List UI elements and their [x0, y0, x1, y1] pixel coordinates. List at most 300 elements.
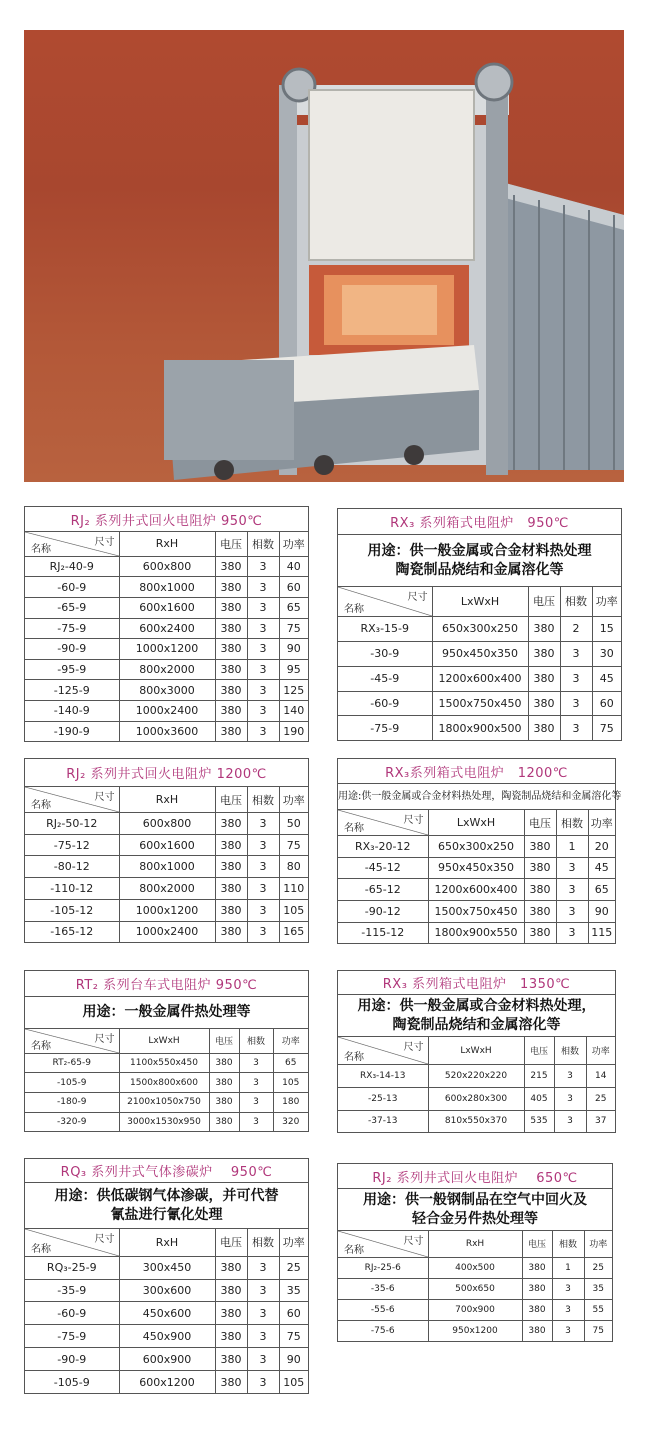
model-cell: RJ₂-40-9 — [25, 556, 119, 577]
power-cell: 90 — [279, 639, 308, 660]
power-cell: 35 — [279, 1279, 308, 1302]
spec-table-rx3-1350 — [337, 970, 616, 1133]
dimension-cell: 3000x1530x950 — [119, 1112, 209, 1131]
header-name-label: 名称 — [344, 1244, 364, 1256]
model-cell: -75-9 — [338, 716, 432, 740]
dimension-cell: 300x600 — [119, 1279, 215, 1302]
voltage-cell: 380 — [522, 1278, 552, 1299]
table-row — [25, 921, 308, 942]
table-row — [25, 834, 308, 856]
table-row — [25, 1073, 308, 1093]
header-name-label: 名称 — [31, 800, 51, 812]
model-cell: -80-12 — [25, 856, 119, 878]
table-row — [25, 813, 308, 835]
header-size-label: 尺寸 — [94, 1034, 115, 1045]
model-cell: RJ₂-50-12 — [25, 813, 119, 835]
phases-cell: 3 — [247, 899, 279, 921]
dimension-cell: 450x600 — [119, 1302, 215, 1325]
header-size-label: 尺寸 — [403, 815, 424, 826]
dimension-cell: 650x300x250 — [428, 836, 524, 858]
table-row — [25, 1093, 308, 1113]
header-size-label: 尺寸 — [403, 1042, 424, 1053]
dimension-cell: 600x1600 — [119, 834, 215, 856]
model-cell: RQ₃-25-9 — [25, 1256, 119, 1279]
power-cell: 190 — [279, 721, 308, 741]
header-name-label: 名称 — [31, 543, 51, 555]
header-cell-name-size — [338, 1037, 428, 1065]
power-cell: 45 — [592, 666, 621, 691]
header-cell-voltage: 电压 — [215, 787, 247, 813]
dimension-cell: 800x2000 — [119, 878, 215, 900]
model-cell: RJ₂-25-6 — [338, 1257, 428, 1278]
table-row — [338, 1321, 612, 1341]
voltage-cell: 380 — [215, 680, 247, 701]
model-cell: -45-9 — [338, 666, 432, 691]
voltage-cell: 380 — [215, 834, 247, 856]
table-row — [25, 1302, 308, 1325]
phases-cell: 3 — [556, 922, 588, 943]
header-name-label: 名称 — [344, 603, 364, 615]
header-cell-voltage: 电压 — [522, 1231, 552, 1257]
voltage-cell: 405 — [524, 1088, 554, 1111]
header-row — [25, 1029, 308, 1053]
model-cell: -105-9 — [25, 1073, 119, 1093]
voltage-cell: 380 — [215, 1302, 247, 1325]
dimension-cell: 810x550x370 — [428, 1110, 524, 1132]
header-row — [338, 810, 615, 836]
header-cell-power: 功率 — [584, 1231, 612, 1257]
dimension-cell: 600x900 — [119, 1348, 215, 1371]
table-row — [25, 639, 308, 660]
spec-table-rx3-950 — [337, 508, 622, 741]
voltage-cell: 380 — [215, 899, 247, 921]
model-cell: -75-12 — [25, 834, 119, 856]
data-table — [25, 787, 308, 942]
phases-cell: 3 — [239, 1053, 273, 1073]
phases-cell: 1 — [556, 836, 588, 858]
table-title: RX₃ 系列箱式电阻炉 950℃ — [338, 509, 621, 535]
model-cell: -90-12 — [338, 900, 428, 922]
phases-cell: 3 — [247, 659, 279, 680]
model-cell: -25-13 — [338, 1088, 428, 1111]
furnace-photo — [24, 30, 624, 482]
phases-cell: 3 — [247, 618, 279, 639]
usage-line: 轻合金另件热处理等 — [412, 1210, 538, 1227]
header-cell-power: 功率 — [279, 787, 308, 813]
dimension-cell: 1500x750x450 — [428, 900, 524, 922]
table-row — [25, 1279, 308, 1302]
header-cell-power: 功率 — [279, 532, 308, 556]
usage-text — [25, 1183, 308, 1229]
table-row — [25, 899, 308, 921]
voltage-cell: 380 — [215, 556, 247, 577]
phases-cell: 3 — [554, 1065, 586, 1088]
power-cell: 125 — [279, 680, 308, 701]
dimension-cell: 1200x600x400 — [432, 666, 528, 691]
header-size-label: 尺寸 — [94, 1234, 115, 1245]
dimension-cell: 300x450 — [119, 1256, 215, 1279]
table-row — [25, 1112, 308, 1131]
dimension-cell: 1800x900x500 — [432, 716, 528, 740]
dimension-cell: 950x1200 — [428, 1321, 522, 1341]
phases-cell: 3 — [552, 1321, 584, 1341]
voltage-cell: 535 — [524, 1110, 554, 1132]
usage-line: 用途：供一般金属或合金材料热处理， — [357, 997, 596, 1014]
header-cell-name-size — [25, 1229, 119, 1256]
phases-cell: 3 — [247, 856, 279, 878]
power-cell: 50 — [279, 813, 308, 835]
header-row — [25, 1229, 308, 1256]
data-table — [338, 587, 621, 740]
table-title: RJ₂ 系列井式回火电阻炉 1200℃ — [25, 759, 308, 787]
header-cell-voltage: 电压 — [209, 1029, 239, 1053]
header-cell-phases: 相数 — [556, 810, 588, 836]
table-row — [338, 1257, 612, 1278]
phases-cell: 3 — [247, 1256, 279, 1279]
voltage-cell: 380 — [524, 900, 556, 922]
phases-cell: 3 — [556, 900, 588, 922]
power-cell: 75 — [279, 834, 308, 856]
dimension-cell: 1000x2400 — [119, 921, 215, 942]
dimension-cell: 800x2000 — [119, 659, 215, 680]
data-table — [338, 1037, 615, 1132]
voltage-cell: 380 — [528, 616, 560, 641]
header-cell-dims: LxWxH — [428, 810, 524, 836]
model-cell: RX₃-20-12 — [338, 836, 428, 858]
usage-line: 用途：供一般钢制品在空气中回火及 — [363, 1191, 587, 1208]
power-cell: 75 — [584, 1321, 612, 1341]
header-size-label: 尺寸 — [94, 792, 115, 803]
phases-cell: 3 — [239, 1112, 273, 1131]
dimension-cell: 600x1200 — [119, 1371, 215, 1393]
header-cell-phases: 相数 — [247, 532, 279, 556]
dimension-cell: 600x800 — [119, 556, 215, 577]
dimension-cell: 650x300x250 — [432, 616, 528, 641]
dimension-cell: 1500x750x450 — [432, 691, 528, 716]
header-name-label: 名称 — [31, 1243, 51, 1255]
voltage-cell: 380 — [524, 857, 556, 879]
voltage-cell: 380 — [215, 618, 247, 639]
phases-cell: 3 — [554, 1110, 586, 1132]
table-row — [338, 1278, 612, 1299]
table-row — [338, 922, 615, 943]
model-cell: -95-9 — [25, 659, 119, 680]
header-cell-power: 功率 — [586, 1037, 615, 1065]
header-name-label: 名称 — [344, 823, 364, 835]
table-row — [338, 900, 615, 922]
power-cell: 35 — [584, 1278, 612, 1299]
header-cell-dims: RxH — [119, 532, 215, 556]
table-row — [338, 879, 615, 901]
header-cell-name-size — [25, 532, 119, 556]
power-cell: 105 — [279, 1371, 308, 1393]
voltage-cell: 380 — [215, 878, 247, 900]
voltage-cell: 380 — [522, 1299, 552, 1320]
table-row — [25, 856, 308, 878]
header-cell-voltage: 电压 — [215, 532, 247, 556]
power-cell: 25 — [279, 1256, 308, 1279]
header-cell-voltage: 电压 — [524, 1037, 554, 1065]
usage-text — [338, 1189, 612, 1231]
header-size-label: 尺寸 — [403, 1236, 424, 1247]
header-name-label: 名称 — [344, 1052, 364, 1064]
phases-cell: 3 — [247, 878, 279, 900]
header-cell-power: 功率 — [588, 810, 615, 836]
usage-line: 用途：一般金属件热处理等 — [82, 1004, 251, 1020]
power-cell: 60 — [279, 577, 308, 598]
header-row — [25, 532, 308, 556]
header-cell-voltage: 电压 — [215, 1229, 247, 1256]
power-cell: 20 — [588, 836, 615, 858]
phases-cell: 3 — [560, 666, 592, 691]
usage-line: 用途:供一般金属或合金材料热处理，陶瓷制品烧结和金属溶化等 — [338, 791, 622, 802]
dimension-cell: 520x220x220 — [428, 1065, 524, 1088]
table-title: RQ₃ 系列井式气体渗碳炉 950℃ — [25, 1159, 308, 1183]
data-table — [338, 810, 615, 943]
spec-table-rj2-1200 — [24, 758, 309, 943]
table-row — [338, 857, 615, 879]
header-cell-voltage: 电压 — [524, 810, 556, 836]
usage-line: 用途：供低碳钢气体渗碳，并可代替 — [54, 1187, 279, 1204]
power-cell: 105 — [279, 899, 308, 921]
power-cell: 65 — [588, 879, 615, 901]
spec-table-rj2-650 — [337, 1163, 613, 1342]
power-cell: 115 — [588, 922, 615, 943]
phases-cell: 3 — [247, 921, 279, 942]
box-furnace-photo-icon — [24, 30, 624, 482]
dimension-cell: 700x900 — [428, 1299, 522, 1320]
model-cell: -60-9 — [25, 1302, 119, 1325]
power-cell: 37 — [586, 1110, 615, 1132]
power-cell: 110 — [279, 878, 308, 900]
phases-cell: 3 — [247, 813, 279, 835]
header-row — [338, 1037, 615, 1065]
phases-cell: 3 — [247, 721, 279, 741]
table-row — [338, 616, 621, 641]
power-cell: 90 — [588, 900, 615, 922]
model-cell: -165-12 — [25, 921, 119, 942]
table-row — [338, 1088, 615, 1111]
voltage-cell: 380 — [215, 659, 247, 680]
table-row — [25, 721, 308, 741]
table-row — [25, 680, 308, 701]
voltage-cell: 380 — [215, 639, 247, 660]
table-title: RT₂ 系列台车式电阻炉 950℃ — [25, 971, 308, 997]
phases-cell: 3 — [239, 1093, 273, 1113]
voltage-cell: 380 — [522, 1257, 552, 1278]
table-row — [338, 666, 621, 691]
voltage-cell: 380 — [215, 577, 247, 598]
table-row — [338, 1299, 612, 1320]
dimension-cell: 1100x550x450 — [119, 1053, 209, 1073]
model-cell: -60-9 — [338, 691, 432, 716]
model-cell: -75-6 — [338, 1321, 428, 1341]
header-row — [25, 787, 308, 813]
dimension-cell: 1000x2400 — [119, 700, 215, 721]
power-cell: 80 — [279, 856, 308, 878]
header-cell-phases: 相数 — [247, 1229, 279, 1256]
table-row — [25, 1348, 308, 1371]
phases-cell: 3 — [247, 1348, 279, 1371]
power-cell: 45 — [588, 857, 615, 879]
header-cell-phases: 相数 — [239, 1029, 273, 1053]
voltage-cell: 380 — [215, 921, 247, 942]
power-cell: 140 — [279, 700, 308, 721]
usage-line: 用途：供一般金属或合金材料热处理 — [367, 542, 592, 559]
model-cell: -65-12 — [338, 879, 428, 901]
table-title: RX₃ 系列箱式电阻炉 1350℃ — [338, 971, 615, 995]
usage-text — [338, 995, 615, 1037]
phases-cell: 3 — [247, 700, 279, 721]
power-cell: 180 — [273, 1093, 308, 1113]
dimension-cell: 1000x1200 — [119, 899, 215, 921]
model-cell: RX₃-15-9 — [338, 616, 432, 641]
header-cell-dims: RxH — [119, 787, 215, 813]
voltage-cell: 380 — [215, 721, 247, 741]
phases-cell: 3 — [560, 716, 592, 740]
spec-table-rj2-950 — [24, 506, 309, 742]
usage-text — [25, 997, 308, 1029]
header-cell-name-size — [338, 587, 432, 616]
data-table — [25, 532, 308, 741]
voltage-cell: 380 — [528, 716, 560, 740]
table-row — [338, 1065, 615, 1088]
model-cell: -65-9 — [25, 597, 119, 618]
voltage-cell: 380 — [209, 1073, 239, 1093]
header-cell-name-size — [338, 810, 428, 836]
dimension-cell: 600x280x300 — [428, 1088, 524, 1111]
dimension-cell: 450x900 — [119, 1325, 215, 1348]
voltage-cell: 380 — [215, 1348, 247, 1371]
header-cell-dims: RxH — [119, 1229, 215, 1256]
table-row — [25, 659, 308, 680]
power-cell: 55 — [584, 1299, 612, 1320]
spec-table-rx3-1200 — [337, 758, 622, 944]
model-cell: RX₃-14-13 — [338, 1065, 428, 1088]
voltage-cell: 380 — [524, 922, 556, 943]
model-cell: -55-6 — [338, 1299, 428, 1320]
header-cell-dims: LxWxH — [119, 1029, 209, 1053]
phases-cell: 3 — [247, 1302, 279, 1325]
phases-cell: 3 — [247, 1325, 279, 1348]
table-row — [25, 1371, 308, 1393]
power-cell: 40 — [279, 556, 308, 577]
header-name-label: 名称 — [31, 1040, 51, 1052]
model-cell: -75-9 — [25, 1325, 119, 1348]
header-cell-power: 功率 — [592, 587, 621, 616]
power-cell: 15 — [592, 616, 621, 641]
table-row — [338, 716, 621, 740]
dimension-cell: 800x1000 — [119, 856, 215, 878]
table-row — [25, 1325, 308, 1348]
usage-text — [338, 535, 621, 587]
phases-cell: 1 — [552, 1257, 584, 1278]
table-row — [338, 691, 621, 716]
phases-cell: 3 — [552, 1299, 584, 1320]
header-size-label: 尺寸 — [94, 537, 115, 548]
data-table — [25, 1029, 308, 1131]
dimension-cell: 1000x3600 — [119, 721, 215, 741]
table-row — [25, 1053, 308, 1073]
model-cell: RT₂-65-9 — [25, 1053, 119, 1073]
table-row — [25, 700, 308, 721]
dimension-cell: 950x450x350 — [428, 857, 524, 879]
header-cell-dims: RxH — [428, 1231, 522, 1257]
power-cell: 75 — [279, 1325, 308, 1348]
table-row — [25, 577, 308, 598]
voltage-cell: 380 — [528, 691, 560, 716]
header-row — [338, 587, 621, 616]
model-cell: -105-9 — [25, 1371, 119, 1393]
model-cell: -90-9 — [25, 639, 119, 660]
voltage-cell: 380 — [215, 813, 247, 835]
header-row — [338, 1231, 612, 1257]
model-cell: -37-13 — [338, 1110, 428, 1132]
dimension-cell: 950x450x350 — [432, 641, 528, 666]
phases-cell: 3 — [247, 1371, 279, 1393]
model-cell: -45-12 — [338, 857, 428, 879]
header-cell-phases: 相数 — [560, 587, 592, 616]
dimension-cell: 1800x900x550 — [428, 922, 524, 943]
model-cell: -190-9 — [25, 721, 119, 741]
dimension-cell: 2100x1050x750 — [119, 1093, 209, 1113]
phases-cell: 3 — [247, 639, 279, 660]
dimension-cell: 600x1600 — [119, 597, 215, 618]
header-size-label: 尺寸 — [407, 592, 428, 603]
table-row — [25, 878, 308, 900]
phases-cell: 3 — [554, 1088, 586, 1111]
voltage-cell: 215 — [524, 1065, 554, 1088]
phases-cell: 3 — [247, 834, 279, 856]
voltage-cell: 380 — [215, 1256, 247, 1279]
usage-text — [338, 784, 622, 810]
model-cell: -125-9 — [25, 680, 119, 701]
model-cell: -35-6 — [338, 1278, 428, 1299]
dimension-cell: 400x500 — [428, 1257, 522, 1278]
voltage-cell: 380 — [209, 1112, 239, 1131]
power-cell: 25 — [586, 1088, 615, 1111]
phases-cell: 3 — [247, 577, 279, 598]
model-cell: -35-9 — [25, 1279, 119, 1302]
phases-cell: 3 — [556, 857, 588, 879]
voltage-cell: 380 — [215, 700, 247, 721]
dimension-cell: 1200x600x400 — [428, 879, 524, 901]
header-cell-phases: 相数 — [554, 1037, 586, 1065]
phases-cell: 3 — [247, 556, 279, 577]
phases-cell: 3 — [247, 1279, 279, 1302]
voltage-cell: 380 — [522, 1321, 552, 1341]
header-cell-name-size — [25, 1029, 119, 1053]
power-cell: 14 — [586, 1065, 615, 1088]
voltage-cell: 380 — [524, 879, 556, 901]
phases-cell: 2 — [560, 616, 592, 641]
table-row — [25, 556, 308, 577]
header-cell-name-size — [338, 1231, 428, 1257]
spec-table-rt2-950 — [24, 970, 309, 1132]
phases-cell: 3 — [552, 1278, 584, 1299]
usage-line: 氰盐进行氰化处理 — [110, 1206, 223, 1223]
voltage-cell: 380 — [209, 1053, 239, 1073]
header-cell-voltage: 电压 — [528, 587, 560, 616]
dimension-cell: 800x3000 — [119, 680, 215, 701]
spec-table-rq3-950 — [24, 1158, 309, 1394]
phases-cell: 3 — [247, 680, 279, 701]
dimension-cell: 800x1000 — [119, 577, 215, 598]
model-cell: -140-9 — [25, 700, 119, 721]
dimension-cell: 600x2400 — [119, 618, 215, 639]
voltage-cell: 380 — [215, 597, 247, 618]
power-cell: 105 — [273, 1073, 308, 1093]
